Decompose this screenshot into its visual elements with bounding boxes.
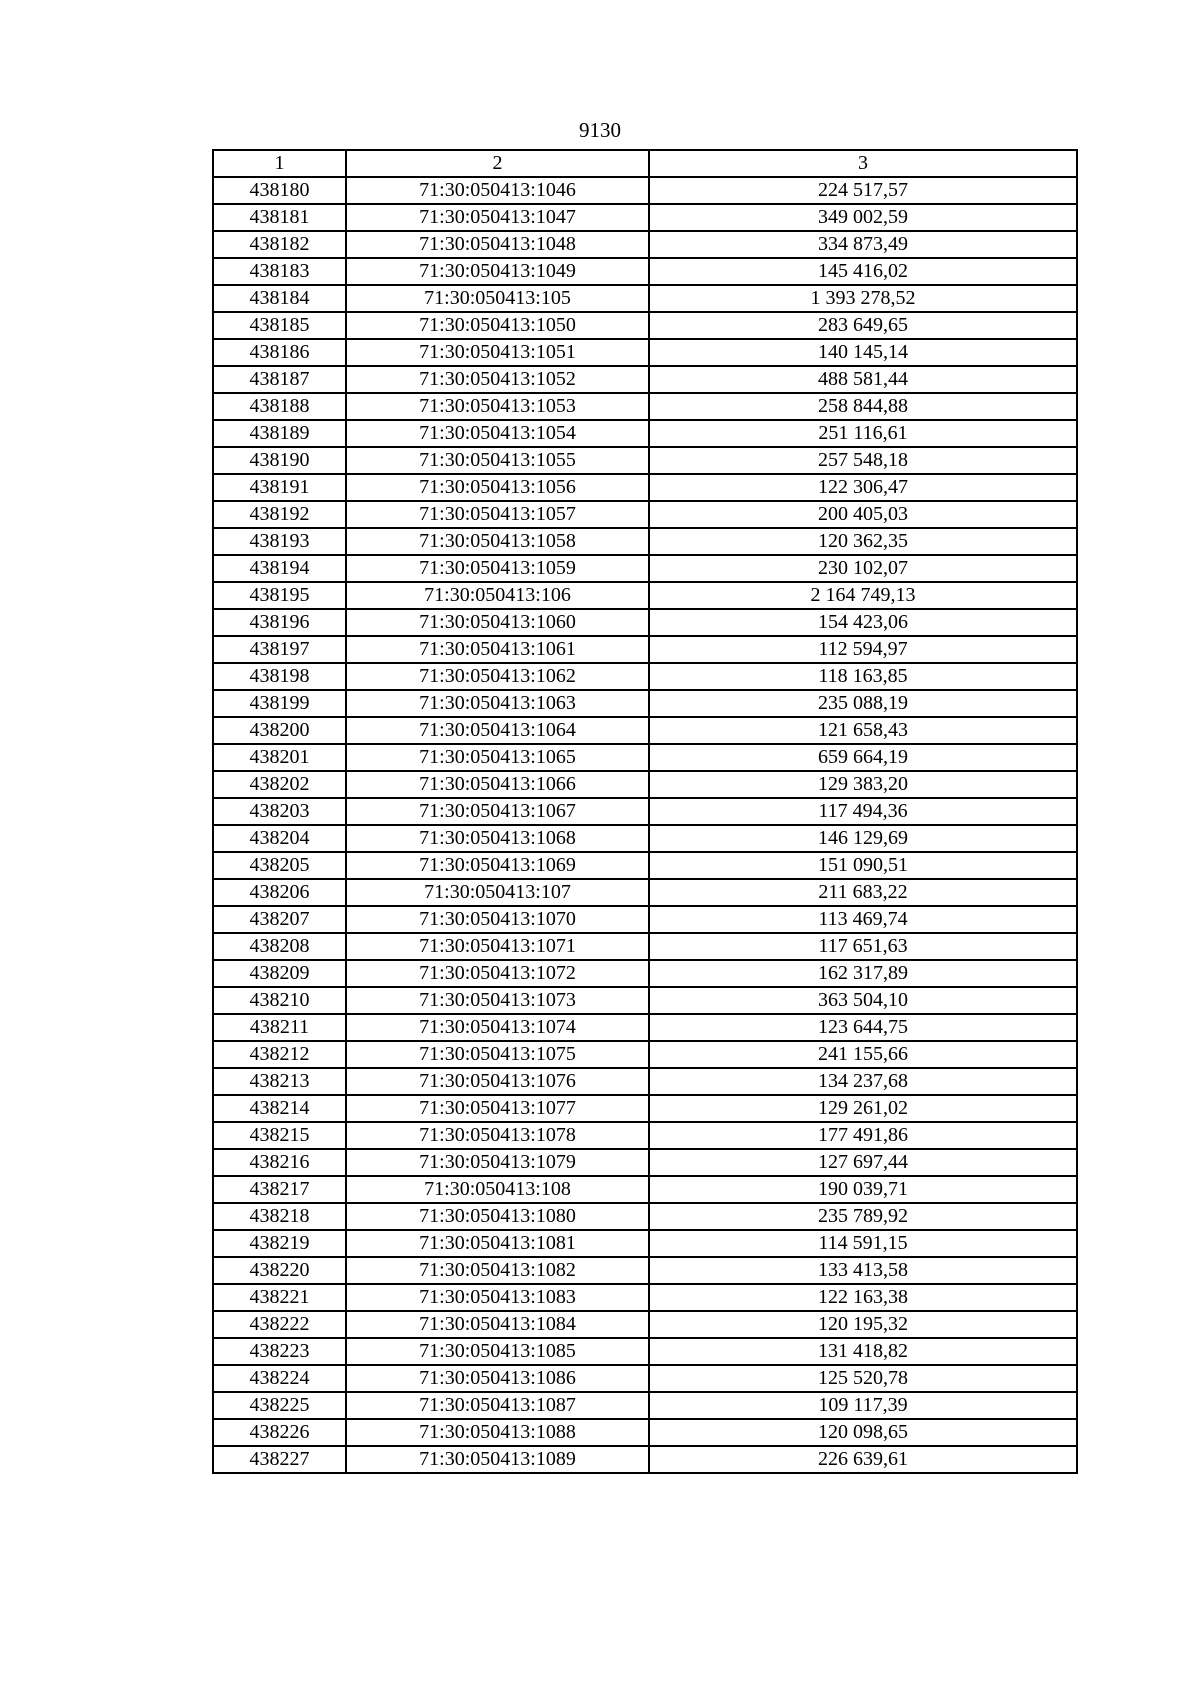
value-cell: 1 393 278,52	[649, 285, 1077, 312]
row-number-cell: 438226	[213, 1419, 346, 1446]
value-cell: 200 405,03	[649, 501, 1077, 528]
value-cell: 114 591,15	[649, 1230, 1077, 1257]
row-number-cell: 438180	[213, 177, 346, 204]
value-cell: 125 520,78	[649, 1365, 1077, 1392]
cadastral-number-cell: 71:30:050413:1064	[346, 717, 649, 744]
value-cell: 2 164 749,13	[649, 582, 1077, 609]
cadastral-number-cell: 71:30:050413:1055	[346, 447, 649, 474]
table-row	[213, 1257, 1077, 1284]
table-row	[213, 636, 1077, 663]
cadastral-number-cell: 71:30:050413:1074	[346, 1014, 649, 1041]
cadastral-number-cell: 71:30:050413:105	[346, 285, 649, 312]
table-row	[213, 663, 1077, 690]
row-number-cell: 438220	[213, 1257, 346, 1284]
row-number-cell: 438192	[213, 501, 346, 528]
row-number-cell: 438210	[213, 987, 346, 1014]
table-header	[213, 150, 1077, 177]
cadastral-number-cell: 71:30:050413:1071	[346, 933, 649, 960]
cadastral-number-cell: 71:30:050413:107	[346, 879, 649, 906]
table-row	[213, 555, 1077, 582]
cadastral-number-cell: 71:30:050413:1050	[346, 312, 649, 339]
table-row	[213, 1149, 1077, 1176]
value-cell: 117 494,36	[649, 798, 1077, 825]
column-header-1: 1	[213, 150, 346, 177]
table-row	[213, 1095, 1077, 1122]
row-number-cell: 438198	[213, 663, 346, 690]
cadastral-number-cell: 71:30:050413:1082	[346, 1257, 649, 1284]
row-number-cell: 438215	[213, 1122, 346, 1149]
value-cell: 488 581,44	[649, 366, 1077, 393]
cadastral-number-cell: 71:30:050413:1066	[346, 771, 649, 798]
table-row	[213, 744, 1077, 771]
table-row	[213, 690, 1077, 717]
cadastral-number-cell: 71:30:050413:1087	[346, 1392, 649, 1419]
cadastral-number-cell: 71:30:050413:1047	[346, 204, 649, 231]
table-row	[213, 1392, 1077, 1419]
cadastral-number-cell: 71:30:050413:1063	[346, 690, 649, 717]
cadastral-number-cell: 71:30:050413:1051	[346, 339, 649, 366]
value-cell: 120 195,32	[649, 1311, 1077, 1338]
table-row	[213, 1176, 1077, 1203]
value-cell: 241 155,66	[649, 1041, 1077, 1068]
cadastral-number-cell: 71:30:050413:1069	[346, 852, 649, 879]
cadastral-number-cell: 71:30:050413:1068	[346, 825, 649, 852]
table-row	[213, 1284, 1077, 1311]
value-cell: 177 491,86	[649, 1122, 1077, 1149]
row-number-cell: 438183	[213, 258, 346, 285]
cadastral-number-cell: 71:30:050413:1057	[346, 501, 649, 528]
table-row	[213, 1122, 1077, 1149]
cadastral-number-cell: 71:30:050413:108	[346, 1176, 649, 1203]
value-cell: 122 306,47	[649, 474, 1077, 501]
value-cell: 224 517,57	[649, 177, 1077, 204]
table-row	[213, 177, 1077, 204]
value-cell: 659 664,19	[649, 744, 1077, 771]
row-number-cell: 438209	[213, 960, 346, 987]
table-row	[213, 825, 1077, 852]
value-cell: 190 039,71	[649, 1176, 1077, 1203]
value-cell: 283 649,65	[649, 312, 1077, 339]
cadastral-number-cell: 71:30:050413:1056	[346, 474, 649, 501]
row-number-cell: 438200	[213, 717, 346, 744]
value-cell: 120 098,65	[649, 1419, 1077, 1446]
cadastral-number-cell: 71:30:050413:1067	[346, 798, 649, 825]
row-number-cell: 438182	[213, 231, 346, 258]
value-cell: 145 416,02	[649, 258, 1077, 285]
table-row	[213, 447, 1077, 474]
row-number-cell: 438205	[213, 852, 346, 879]
cadastral-number-cell: 71:30:050413:1088	[346, 1419, 649, 1446]
row-number-cell: 438185	[213, 312, 346, 339]
value-cell: 118 163,85	[649, 663, 1077, 690]
table-row	[213, 528, 1077, 555]
table-row	[213, 1446, 1077, 1473]
page-number: 9130	[579, 118, 621, 142]
table-row	[213, 204, 1077, 231]
row-number-cell: 438211	[213, 1014, 346, 1041]
row-number-cell: 438207	[213, 906, 346, 933]
table-row	[213, 393, 1077, 420]
row-number-cell: 438223	[213, 1338, 346, 1365]
row-number-cell: 438190	[213, 447, 346, 474]
column-header-2: 2	[346, 150, 649, 177]
row-number-cell: 438191	[213, 474, 346, 501]
value-cell: 129 261,02	[649, 1095, 1077, 1122]
cadastral-number-cell: 71:30:050413:1060	[346, 609, 649, 636]
row-number-cell: 438187	[213, 366, 346, 393]
table-row	[213, 717, 1077, 744]
value-cell: 140 145,14	[649, 339, 1077, 366]
value-cell: 122 163,38	[649, 1284, 1077, 1311]
value-cell: 134 237,68	[649, 1068, 1077, 1095]
table-row	[213, 960, 1077, 987]
row-number-cell: 438224	[213, 1365, 346, 1392]
row-number-cell: 438225	[213, 1392, 346, 1419]
table-row	[213, 1068, 1077, 1095]
table-row	[213, 285, 1077, 312]
table-row	[213, 906, 1077, 933]
cadastral-number-cell: 71:30:050413:1054	[346, 420, 649, 447]
value-cell: 123 644,75	[649, 1014, 1077, 1041]
row-number-cell: 438199	[213, 690, 346, 717]
table-row	[213, 312, 1077, 339]
row-number-cell: 438202	[213, 771, 346, 798]
value-cell: 363 504,10	[649, 987, 1077, 1014]
cadastral-number-cell: 71:30:050413:1085	[346, 1338, 649, 1365]
table-row	[213, 609, 1077, 636]
row-number-cell: 438189	[213, 420, 346, 447]
row-number-cell: 438181	[213, 204, 346, 231]
table-row	[213, 1014, 1077, 1041]
row-number-cell: 438186	[213, 339, 346, 366]
table-row	[213, 987, 1077, 1014]
cadastral-number-cell: 71:30:050413:1070	[346, 906, 649, 933]
cadastral-number-cell: 71:30:050413:1078	[346, 1122, 649, 1149]
cadastral-number-cell: 71:30:050413:1046	[346, 177, 649, 204]
value-cell: 226 639,61	[649, 1446, 1077, 1473]
table-row	[213, 879, 1077, 906]
table-row	[213, 366, 1077, 393]
cadastral-number-cell: 71:30:050413:1083	[346, 1284, 649, 1311]
value-cell: 113 469,74	[649, 906, 1077, 933]
row-number-cell: 438184	[213, 285, 346, 312]
row-number-cell: 438218	[213, 1203, 346, 1230]
row-number-cell: 438217	[213, 1176, 346, 1203]
table-row	[213, 1338, 1077, 1365]
table-row	[213, 1419, 1077, 1446]
cadastral-number-cell: 71:30:050413:1052	[346, 366, 649, 393]
header-row	[213, 150, 1077, 177]
table-row	[213, 501, 1077, 528]
value-cell: 112 594,97	[649, 636, 1077, 663]
row-number-cell: 438219	[213, 1230, 346, 1257]
table-row	[213, 420, 1077, 447]
value-cell: 162 317,89	[649, 960, 1077, 987]
value-cell: 117 651,63	[649, 933, 1077, 960]
table-row	[213, 1311, 1077, 1338]
value-cell: 257 548,18	[649, 447, 1077, 474]
cadastral-number-cell: 71:30:050413:106	[346, 582, 649, 609]
value-cell: 154 423,06	[649, 609, 1077, 636]
row-number-cell: 438212	[213, 1041, 346, 1068]
row-number-cell: 438197	[213, 636, 346, 663]
data-table	[212, 149, 1078, 1474]
row-number-cell: 438227	[213, 1446, 346, 1473]
cadastral-number-cell: 71:30:050413:1072	[346, 960, 649, 987]
cadastral-number-cell: 71:30:050413:1075	[346, 1041, 649, 1068]
table-row	[213, 339, 1077, 366]
cadastral-number-cell: 71:30:050413:1089	[346, 1446, 649, 1473]
value-cell: 334 873,49	[649, 231, 1077, 258]
value-cell: 129 383,20	[649, 771, 1077, 798]
cadastral-number-cell: 71:30:050413:1079	[346, 1149, 649, 1176]
table-row	[213, 1365, 1077, 1392]
cadastral-number-cell: 71:30:050413:1076	[346, 1068, 649, 1095]
cadastral-number-cell: 71:30:050413:1080	[346, 1203, 649, 1230]
cadastral-number-cell: 71:30:050413:1053	[346, 393, 649, 420]
value-cell: 127 697,44	[649, 1149, 1077, 1176]
value-cell: 251 116,61	[649, 420, 1077, 447]
cadastral-number-cell: 71:30:050413:1059	[346, 555, 649, 582]
table-row	[213, 1230, 1077, 1257]
table-row	[213, 258, 1077, 285]
cadastral-number-cell: 71:30:050413:1077	[346, 1095, 649, 1122]
value-cell: 121 658,43	[649, 717, 1077, 744]
row-number-cell: 438221	[213, 1284, 346, 1311]
table-row	[213, 582, 1077, 609]
table-row	[213, 474, 1077, 501]
table-row	[213, 798, 1077, 825]
table-row	[213, 1041, 1077, 1068]
row-number-cell: 438201	[213, 744, 346, 771]
row-number-cell: 438222	[213, 1311, 346, 1338]
column-header-3: 3	[649, 150, 1077, 177]
row-number-cell: 438213	[213, 1068, 346, 1095]
row-number-cell: 438204	[213, 825, 346, 852]
row-number-cell: 438216	[213, 1149, 346, 1176]
value-cell: 349 002,59	[649, 204, 1077, 231]
table-body	[213, 177, 1077, 1473]
value-cell: 146 129,69	[649, 825, 1077, 852]
cadastral-number-cell: 71:30:050413:1081	[346, 1230, 649, 1257]
value-cell: 120 362,35	[649, 528, 1077, 555]
table-row	[213, 852, 1077, 879]
value-cell: 230 102,07	[649, 555, 1077, 582]
cadastral-number-cell: 71:30:050413:1084	[346, 1311, 649, 1338]
row-number-cell: 438193	[213, 528, 346, 555]
cadastral-number-cell: 71:30:050413:1073	[346, 987, 649, 1014]
table-row	[213, 771, 1077, 798]
cadastral-number-cell: 71:30:050413:1061	[346, 636, 649, 663]
value-cell: 211 683,22	[649, 879, 1077, 906]
table-row	[213, 1203, 1077, 1230]
value-cell: 133 413,58	[649, 1257, 1077, 1284]
table-row	[213, 933, 1077, 960]
value-cell: 151 090,51	[649, 852, 1077, 879]
row-number-cell: 438194	[213, 555, 346, 582]
row-number-cell: 438188	[213, 393, 346, 420]
cadastral-number-cell: 71:30:050413:1065	[346, 744, 649, 771]
row-number-cell: 438196	[213, 609, 346, 636]
cadastral-number-cell: 71:30:050413:1086	[346, 1365, 649, 1392]
row-number-cell: 438214	[213, 1095, 346, 1122]
value-cell: 235 088,19	[649, 690, 1077, 717]
value-cell: 235 789,92	[649, 1203, 1077, 1230]
table-row	[213, 231, 1077, 258]
row-number-cell: 438203	[213, 798, 346, 825]
row-number-cell: 438208	[213, 933, 346, 960]
cadastral-number-cell: 71:30:050413:1048	[346, 231, 649, 258]
cadastral-number-cell: 71:30:050413:1062	[346, 663, 649, 690]
value-cell: 131 418,82	[649, 1338, 1077, 1365]
cadastral-number-cell: 71:30:050413:1058	[346, 528, 649, 555]
row-number-cell: 438195	[213, 582, 346, 609]
value-cell: 258 844,88	[649, 393, 1077, 420]
row-number-cell: 438206	[213, 879, 346, 906]
cadastral-number-cell: 71:30:050413:1049	[346, 258, 649, 285]
value-cell: 109 117,39	[649, 1392, 1077, 1419]
